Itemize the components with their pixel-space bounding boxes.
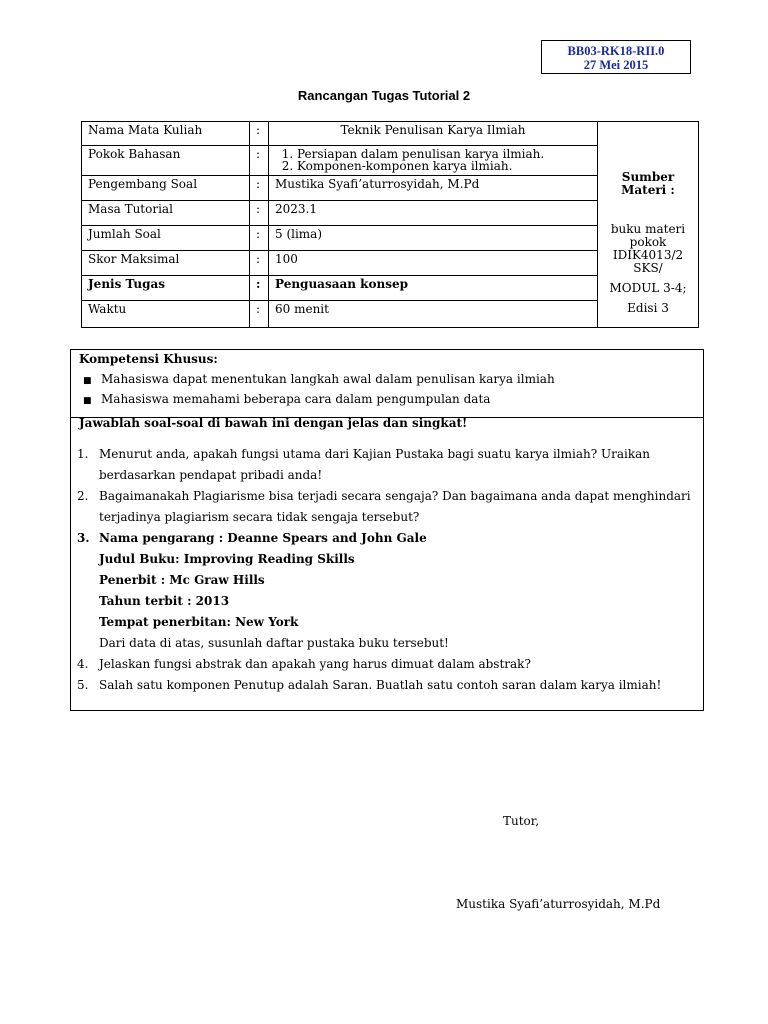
- info-separator: :: [250, 276, 269, 301]
- info-label: Pengembang Soal: [82, 176, 250, 201]
- info-label: Nama Mata Kuliah: [82, 122, 250, 146]
- question-text: Salah satu komponen Penutup adalah Saran. Buatlah satu contoh saran dalam karya ilmiah!: [99, 678, 662, 692]
- tutor-name: Mustika Syafi’aturrosyidah, M.Pd: [456, 897, 661, 911]
- info-separator: :: [250, 251, 269, 276]
- question-text: Tahun terbit : 2013: [99, 594, 230, 608]
- question-text: Menurut anda, apakah fungsi utama dari Kajian Pustaka bagi suatu karya ilmiah? Uraikan: [99, 447, 650, 461]
- kompetensi-item: [83, 392, 490, 406]
- task-box: [70, 349, 704, 711]
- question-text: berdasarkan pendapat pribadi anda!: [99, 468, 323, 482]
- question-text: Penerbit : Mc Graw Hills: [99, 573, 265, 587]
- sumber-materi-title: Sumber Materi :: [621, 170, 675, 197]
- sumber-line: pokok: [629, 235, 667, 249]
- question-text: terjadinya plagiarism secara tidak sengaja tersebut?: [99, 510, 420, 524]
- document-code: BB03-RK18-RII.0: [567, 44, 665, 58]
- info-label: Jenis Tugas: [82, 276, 250, 301]
- sumber-line: MODUL 3-4;: [609, 281, 687, 295]
- document-date: 27 Mei 2015: [583, 58, 649, 72]
- info-separator: :: [250, 301, 269, 328]
- info-label: Skor Maksimal: [82, 251, 250, 276]
- question-number: 4.: [77, 657, 89, 671]
- page-title: Rancangan Tugas Tutorial 2: [297, 88, 471, 103]
- sumber-line: buku materi: [610, 222, 686, 236]
- question-text: Nama pengarang : Deanne Spears and John Gale: [99, 531, 427, 545]
- kompetensi-text: Mahasiswa memahami beberapa cara dalam pengumpulan data: [101, 392, 491, 406]
- sumber-materi-cell: [598, 122, 699, 328]
- question-number: 5.: [77, 678, 89, 692]
- question-number: 3.: [77, 531, 90, 545]
- info-value: 60 menit: [269, 301, 598, 328]
- sumber-materi-body: [602, 223, 694, 315]
- question-text: Tempat penerbitan: New York: [99, 615, 299, 629]
- question-number: 2.: [77, 489, 89, 503]
- sumber-line: Edisi 3: [627, 301, 669, 315]
- info-value: 100: [269, 251, 598, 276]
- info-separator: :: [250, 122, 269, 146]
- info-value: 2023.1: [269, 201, 598, 226]
- square-bullet-icon: ■: [83, 376, 92, 386]
- question-text: Dari data di atas, susunlah daftar pustaka buku tersebut!: [99, 636, 449, 650]
- document-code-box: [541, 40, 691, 74]
- info-value: 5 (lima): [269, 226, 598, 251]
- info-value: Penguasaan konsep: [269, 276, 598, 301]
- sumber-line: IDIK4013/2 SKS/: [612, 248, 684, 275]
- info-label: Waktu: [82, 301, 250, 328]
- list-item: 2. Komponen-komponen karya ilmiah.: [297, 160, 591, 172]
- info-separator: :: [250, 201, 269, 226]
- info-label: Masa Tutorial: [82, 201, 250, 226]
- pokok-bahasan-list: [275, 148, 591, 172]
- info-value: Teknik Penulisan Karya Ilmiah: [269, 122, 598, 146]
- info-separator: :: [250, 176, 269, 201]
- question-text: Judul Buku: Improving Reading Skills: [99, 552, 355, 566]
- kompetensi-title: Kompetensi Khusus:: [79, 352, 218, 366]
- question-number: 1.: [77, 447, 89, 461]
- square-bullet-icon: ■: [83, 396, 92, 406]
- info-label: Pokok Bahasan: [82, 146, 250, 176]
- info-value: Mustika Syafi’aturrosyidah, M.Pd: [269, 176, 598, 201]
- kompetensi-item: [83, 372, 555, 386]
- question-text: Bagaimanakah Plagiarisme bisa terjadi secara sengaja? Dan bagaimana anda dapat menghindari: [99, 489, 691, 503]
- question-text: Jelaskan fungsi abstrak dan apakah yang harus dimuat dalam abstrak?: [99, 657, 531, 671]
- instruction: Jawablah soal-soal di bawah ini dengan jelas dan singkat!: [79, 416, 468, 430]
- info-value: [269, 146, 598, 176]
- info-separator: :: [250, 226, 269, 251]
- info-label: Jumlah Soal: [82, 226, 250, 251]
- list-item: 1. Persiapan dalam penulisan karya ilmiah.: [297, 148, 591, 160]
- info-separator: :: [250, 146, 269, 176]
- tutor-label: Tutor,: [503, 814, 540, 828]
- kompetensi-text: Mahasiswa dapat menentukan langkah awal dalam penulisan karya ilmiah: [101, 372, 555, 386]
- info-row-mata-kuliah: [82, 122, 699, 146]
- info-table: [81, 121, 699, 328]
